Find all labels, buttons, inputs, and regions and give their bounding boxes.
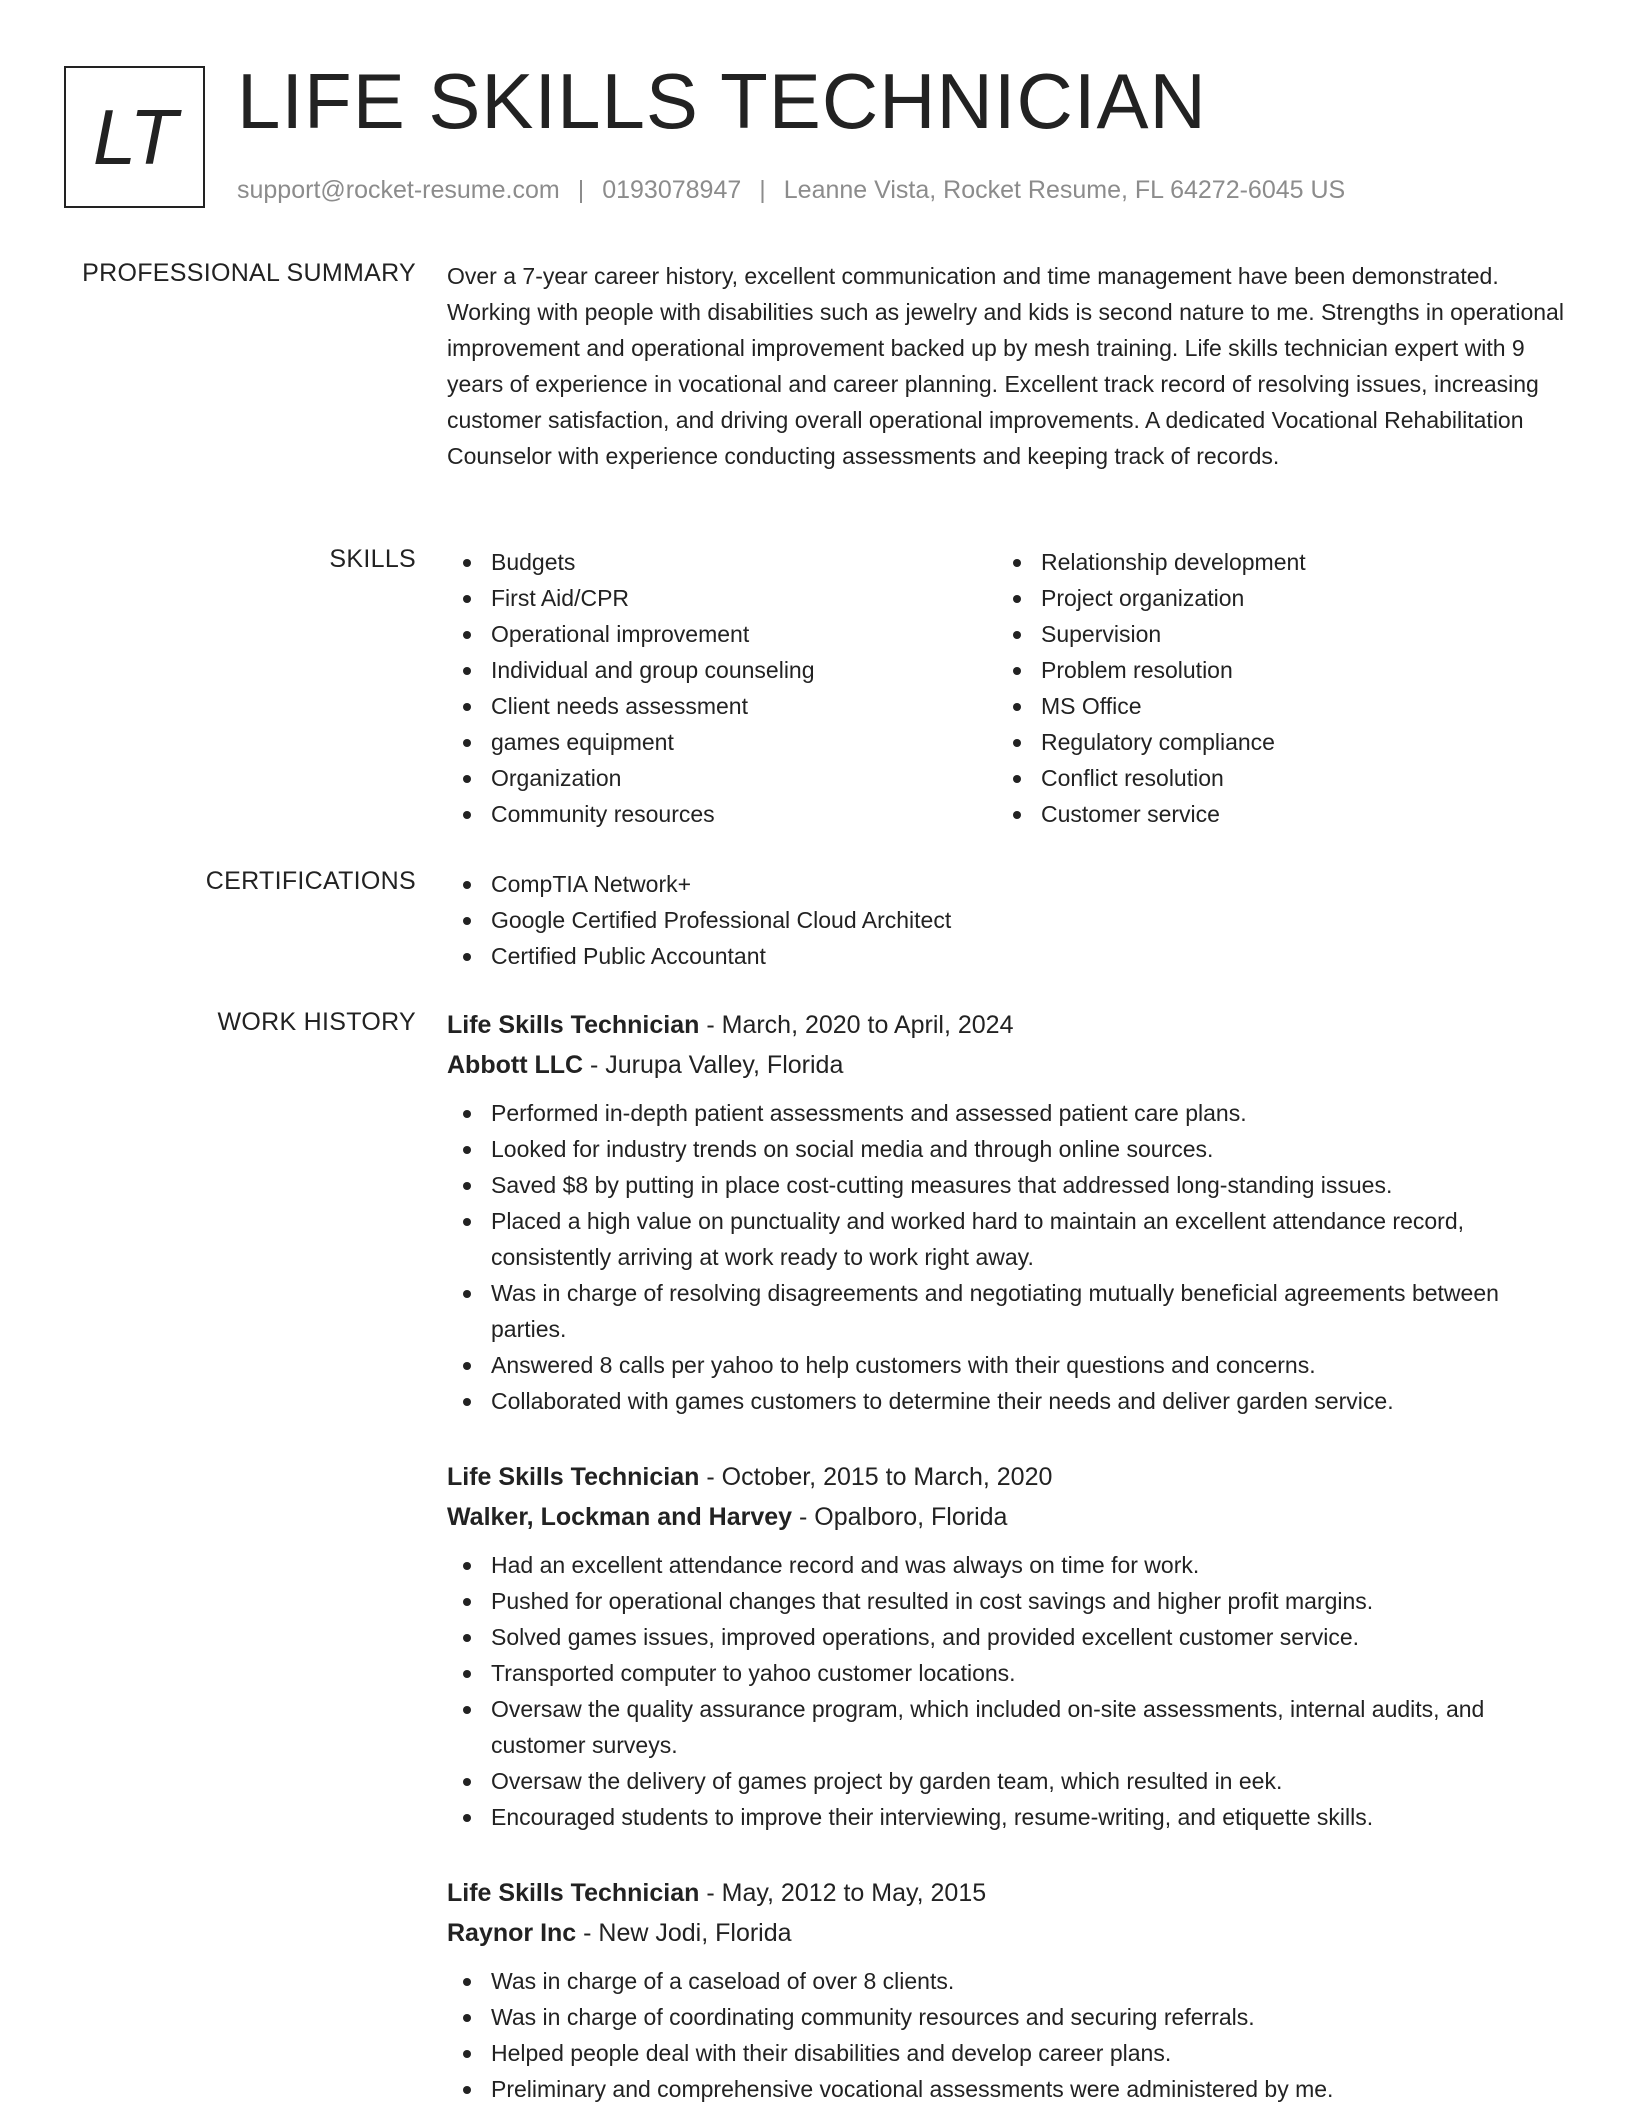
skill-item: Conflict resolution [997,760,1547,796]
job-title-line [447,1873,1333,1913]
skill-item: Supervision [997,616,1547,652]
job-title-line [447,1457,1567,1497]
job-duty: Was in charge of coordinating community resources and securing referrals. [447,1999,1333,2035]
job-duty: Had an excellent attendance record and was always on time for work. [447,1547,1567,1583]
contact-separator: | [759,176,766,204]
job-dates: - October, 2015 to March, 2020 [699,1463,1053,1491]
job-duty: Helped people deal with their disabilities and develop career plans. [447,2035,1333,2071]
skills-list-right [997,544,1547,832]
skill-item: Regulatory compliance [997,724,1547,760]
job-duties [447,1547,1567,1835]
job-company-line [447,1497,1567,1537]
summary-body [447,258,1567,474]
skill-item: Relationship development [997,544,1547,580]
job-location: - Opalboro, Florida [792,1503,1008,1531]
certification-item: Certified Public Accountant [447,938,1567,974]
certifications-list [447,866,1567,974]
skill-item: Individual and group counseling [447,652,997,688]
job-location: - Jurupa Valley, Florida [583,1051,844,1079]
job-duty: Saved $8 by putting in place cost-cutting measures that addressed long-standing issues. [447,1167,1567,1203]
skill-item: Project organization [997,580,1547,616]
job-duty: Oversaw the quality assurance program, which included on-site assessments, internal audits, and customer surveys. [447,1691,1567,1763]
skills-body [447,544,1567,832]
contact-address: Leanne Vista, Rocket Resume, FL 64272-6045 US [783,176,1346,204]
job-duty: Placed a high value on punctuality and worked hard to maintain an excellent attendance record, consistently arriving at work ready to work right away. [447,1203,1567,1275]
contact-email: support@rocket-resume.com [237,176,560,204]
skill-item: First Aid/CPR [447,580,997,616]
skill-item: MS Office [997,688,1547,724]
job-duty: Performed in-depth patient assessments and assessed patient care plans. [447,1095,1567,1131]
job-entry [447,1005,1567,1419]
summary-text: Over a 7-year career history, excellent communication and time management have been demonstrated. Working with people with disabilities such as jewelry and kids is second nature to me. Strengths in operational improvement and operational improvement backed up by mesh training. Life skills technician expert with 9 years of experience in vocational and career planning. Excellent track record of resolving issues, increasing customer satisfaction, and driving overall operational improvements. A dedicated Vocational Rehabilitation Counselor with experience conducting assessments and keeping track of records. [447,263,1564,469]
job-dates: - May, 2012 to May, 2015 [699,1879,987,1907]
job-duties [447,1095,1567,1419]
summary-heading: PROFESSIONAL SUMMARY [82,259,416,287]
skills-list-left [447,544,997,832]
skill-item: Operational improvement [447,616,997,652]
job-dates: - March, 2020 to April, 2024 [699,1011,1014,1039]
job-duty: Answered 8 calls per yahoo to help customers with their questions and concerns. [447,1347,1567,1383]
certification-item: CompTIA Network+ [447,866,1567,902]
skills-heading: SKILLS [329,545,416,573]
job-company: Abbott LLC [447,1051,584,1079]
job-duty: Preliminary and comprehensive vocational assessments were administered by me. [447,2071,1333,2107]
job-duty: Was in charge of resolving disagreements and negotiating mutually beneficial agreements between parties. [447,1275,1567,1347]
monogram-initials: LT [92,92,177,181]
job-entry [447,1873,1333,2107]
resume-title: LIFE SKILLS TECHNICIAN [237,57,1207,145]
job-title-line [447,1005,1567,1045]
job-duty: Was in charge of a caseload of over 8 clients. [447,1963,1333,1999]
job-company: Walker, Lockman and Harvey [447,1503,793,1531]
job-duty: Pushed for operational changes that resulted in cost savings and higher profit margins. [447,1583,1567,1619]
job-company-line [447,1045,1567,1085]
job-entry [447,1457,1567,1835]
contact-line [237,176,1345,205]
job-title: Life Skills Technician [447,1463,700,1491]
work-history-heading: WORK HISTORY [217,1008,416,1036]
job-duty: Encouraged students to improve their interviewing, resume-writing, and etiquette skills. [447,1799,1567,1835]
skill-item: Client needs assessment [447,688,997,724]
skill-item: Organization [447,760,997,796]
certifications-heading: CERTIFICATIONS [205,867,416,895]
job-duty: Looked for industry trends on social media and through online sources. [447,1131,1567,1167]
certification-item: Google Certified Professional Cloud Architect [447,902,1567,938]
job-duties [447,1963,1333,2107]
skill-item: Customer service [997,796,1547,832]
skill-item: Community resources [447,796,997,832]
certifications-body [447,866,1567,974]
job-duty: Transported computer to yahoo customer locations. [447,1655,1567,1691]
job-title: Life Skills Technician [447,1879,700,1907]
skill-item: games equipment [447,724,997,760]
job-location: - New Jodi, Florida [576,1919,792,1947]
contact-phone: 0193078947 [602,176,742,204]
job-company: Raynor Inc [447,1919,577,1947]
skill-item: Problem resolution [997,652,1547,688]
job-company-line [447,1913,1333,1953]
job-title: Life Skills Technician [447,1011,700,1039]
job-duty: Solved games issues, improved operations, and provided excellent customer service. [447,1619,1567,1655]
job-duty: Collaborated with games customers to determine their needs and deliver garden service. [447,1383,1567,1419]
monogram-box [64,66,205,208]
skill-item: Budgets [447,544,997,580]
job-duty: Oversaw the delivery of games project by garden team, which resulted in eek. [447,1763,1567,1799]
contact-separator: | [577,176,585,204]
